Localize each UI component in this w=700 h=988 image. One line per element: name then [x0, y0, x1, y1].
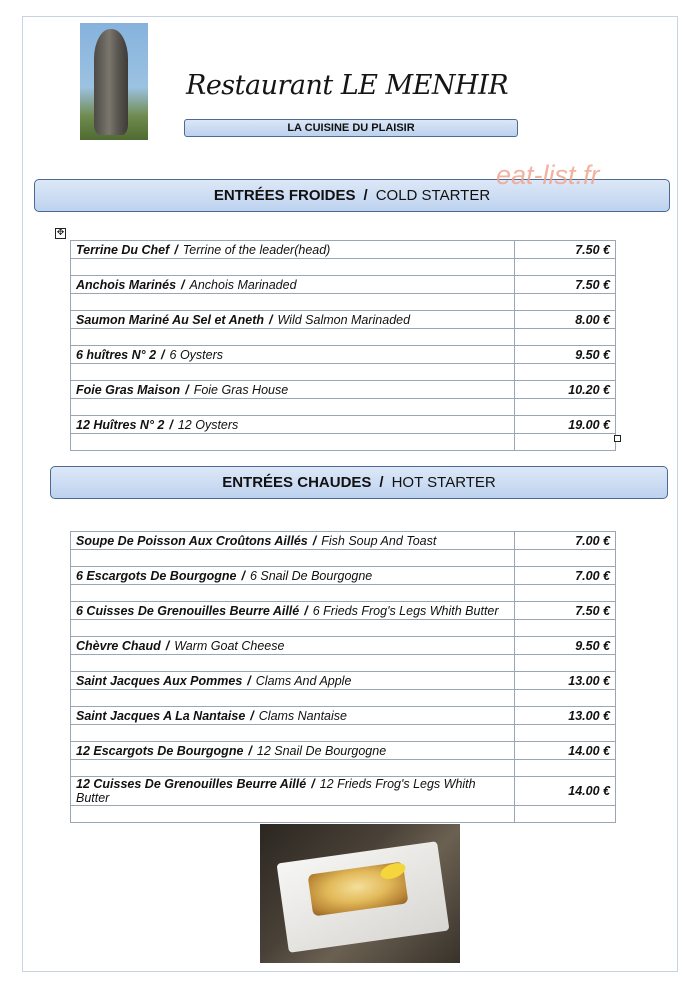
spacer-row: [71, 725, 616, 742]
menu-row: [71, 276, 616, 294]
dish-separator: /: [250, 708, 254, 723]
dish-separator: /: [311, 777, 315, 791]
dish-price: 13.00 €: [515, 672, 616, 690]
dish-translation: Foie Gras House: [193, 382, 289, 397]
section-title-en: HOT STARTER: [391, 474, 496, 491]
dish-name: 6 huîtres N° 2: [76, 347, 157, 362]
section-title-fr: ENTRÉES CHAUDES: [222, 474, 372, 491]
spacer-row: [71, 329, 616, 346]
dish-price: 10.20 €: [515, 381, 616, 399]
spacer-cell: [515, 399, 616, 416]
menu-row: [71, 672, 616, 690]
dish-cell: [71, 567, 515, 585]
spacer-row: [71, 806, 616, 823]
hot-starter-table: [70, 531, 616, 823]
menu-row: [71, 637, 616, 655]
dish-separator: /: [174, 242, 178, 257]
dish-translation: Anchois Marinaded: [189, 277, 297, 292]
dish-name: Soupe De Poisson Aux Croûtons Aillés: [76, 533, 308, 548]
dish-cell: [71, 416, 515, 434]
spacer-cell: [515, 806, 616, 823]
spacer-cell: [515, 434, 616, 451]
menu-row: [71, 777, 616, 806]
dish-translation: 12 Snail De Bourgogne: [256, 743, 387, 758]
dish-separator: /: [181, 277, 185, 292]
dish-name: Saumon Mariné Au Sel et Aneth: [76, 312, 264, 327]
dish-translation: 6 Snail De Bourgogne: [249, 568, 373, 583]
spacer-cell: [71, 294, 515, 311]
spacer-cell: [71, 585, 515, 602]
menu-row: [71, 346, 616, 364]
menu-row: [71, 311, 616, 329]
dish-cell: [71, 276, 515, 294]
spacer-row: [71, 399, 616, 416]
dish-cell: [71, 532, 515, 550]
dish-cell: [71, 311, 515, 329]
spacer-cell: [515, 655, 616, 672]
dish-cell: [71, 707, 515, 725]
dish-cell: [71, 346, 515, 364]
dish-separator: /: [304, 603, 308, 618]
dish-name: 6 Cuisses De Grenouilles Beurre Aillé: [76, 603, 300, 618]
dish-cell: [71, 637, 515, 655]
dish-translation: Fish Soup And Toast: [321, 533, 437, 548]
spacer-cell: [515, 550, 616, 567]
standing-stone: [94, 29, 128, 135]
dish-name: Saint Jacques Aux Pommes: [76, 673, 243, 688]
spacer-cell: [71, 399, 515, 416]
section-title-fr: ENTRÉES FROIDES: [213, 187, 356, 204]
dish-price: 9.50 €: [515, 346, 616, 364]
dish-separator: /: [165, 638, 170, 653]
dish-translation: Wild Salmon Marinaded: [277, 312, 411, 327]
dish-cell: [71, 241, 515, 259]
spacer-cell: [71, 364, 515, 381]
spacer-row: [71, 760, 616, 777]
dish-translation: 6 Frieds Frog's Legs Whith Butter: [312, 603, 499, 618]
tagline-banner: LA CUISINE DU PLAISIR: [184, 119, 518, 137]
dish-name: Chèvre Chaud: [76, 638, 161, 653]
dish-cell: [71, 381, 515, 399]
watermark: eat-list.fr: [496, 160, 600, 190]
spacer-row: [71, 550, 616, 567]
dish-name: 12 Huîtres N° 2: [76, 417, 165, 432]
dish-separator: /: [241, 568, 245, 583]
spacer-cell: [515, 690, 616, 707]
dish-photo: [260, 824, 460, 963]
spacer-cell: [515, 585, 616, 602]
dish-translation: 12 Oysters: [177, 417, 239, 432]
spacer-cell: [515, 294, 616, 311]
dish-translation: Terrine of the leader(head): [182, 242, 331, 257]
spacer-row: [71, 585, 616, 602]
dish-separator: /: [312, 533, 317, 548]
spacer-cell: [515, 620, 616, 637]
dish-name: Anchois Marinés: [76, 277, 177, 292]
dish-translation: 6 Oysters: [169, 347, 224, 362]
dish-price: 19.00 €: [515, 416, 616, 434]
dish-price: 7.00 €: [515, 532, 616, 550]
menu-row: [71, 381, 616, 399]
spacer-cell: [515, 364, 616, 381]
spacer-cell: [71, 760, 515, 777]
dish-separator: /: [248, 743, 252, 758]
move-handle-icon[interactable]: ✥: [56, 228, 65, 238]
dish-name: 6 Escargots De Bourgogne: [76, 568, 237, 583]
spacer-cell: [71, 655, 515, 672]
spacer-cell: [71, 806, 515, 823]
menhir-photo: [80, 23, 148, 140]
cold-starter-table: [70, 240, 616, 451]
dish-price: 9.50 €: [515, 637, 616, 655]
menu-row: [71, 742, 616, 760]
dish-cell: [71, 602, 515, 620]
spacer-cell: [71, 620, 515, 637]
dish-separator: /: [247, 673, 251, 688]
spacer-row: [71, 690, 616, 707]
spacer-row: [71, 294, 616, 311]
spacer-cell: [71, 329, 515, 346]
dish-separator: /: [269, 312, 273, 327]
spacer-row: [71, 364, 616, 381]
section-header-hot: [50, 466, 668, 499]
dish-name: Terrine Du Chef: [76, 242, 170, 257]
dish-translation: 12 Frieds Frog's Legs Whith Butter: [76, 777, 476, 805]
spacer-cell: [71, 434, 515, 451]
dish-cell: [71, 777, 515, 806]
dish-translation: Clams Nantaise: [258, 708, 347, 723]
spacer-row: [71, 434, 616, 451]
dish-price: 13.00 €: [515, 707, 616, 725]
dish-price: 14.00 €: [515, 777, 616, 806]
dish-name: 12 Escargots De Bourgogne: [76, 743, 244, 758]
spacer-row: [71, 259, 616, 276]
spacer-cell: [515, 725, 616, 742]
spacer-cell: [71, 550, 515, 567]
dish-cell: [71, 672, 515, 690]
dish-price: 14.00 €: [515, 742, 616, 760]
menu-row: [71, 567, 616, 585]
dish-translation: Warm Goat Cheese: [174, 638, 285, 653]
dish-cell: [71, 742, 515, 760]
spacer-cell: [515, 259, 616, 276]
spacer-cell: [71, 725, 515, 742]
spacer-cell: [71, 690, 515, 707]
resize-handle-icon[interactable]: [614, 435, 621, 442]
spacer-cell: [515, 329, 616, 346]
dish-name: Saint Jacques A La Nantaise: [76, 708, 246, 723]
dish-translation: Clams And Apple: [255, 673, 352, 688]
dish-name: Foie Gras Maison: [76, 382, 181, 397]
dish-price: 7.50 €: [515, 602, 616, 620]
dish-price: 7.00 €: [515, 567, 616, 585]
spacer-row: [71, 655, 616, 672]
spacer-cell: [71, 259, 515, 276]
dish-price: 7.50 €: [515, 241, 616, 259]
dish-separator: /: [185, 382, 189, 397]
menu-row: [71, 416, 616, 434]
menu-row: [71, 532, 616, 550]
dish-price: 7.50 €: [515, 276, 616, 294]
section-separator: /: [379, 474, 384, 491]
section-title-en: COLD STARTER: [375, 187, 491, 204]
menu-row: [71, 707, 616, 725]
menu-row: [71, 241, 616, 259]
section-separator: /: [363, 187, 368, 204]
menu-row: [71, 602, 616, 620]
dish-name: 12 Cuisses De Grenouilles Beurre Aillé: [76, 777, 307, 791]
dish-separator: /: [161, 347, 165, 362]
restaurant-title: Restaurant LE MENHIR: [186, 70, 509, 101]
dish-separator: /: [169, 417, 173, 432]
dish-price: 8.00 €: [515, 311, 616, 329]
spacer-row: [71, 620, 616, 637]
spacer-cell: [515, 760, 616, 777]
